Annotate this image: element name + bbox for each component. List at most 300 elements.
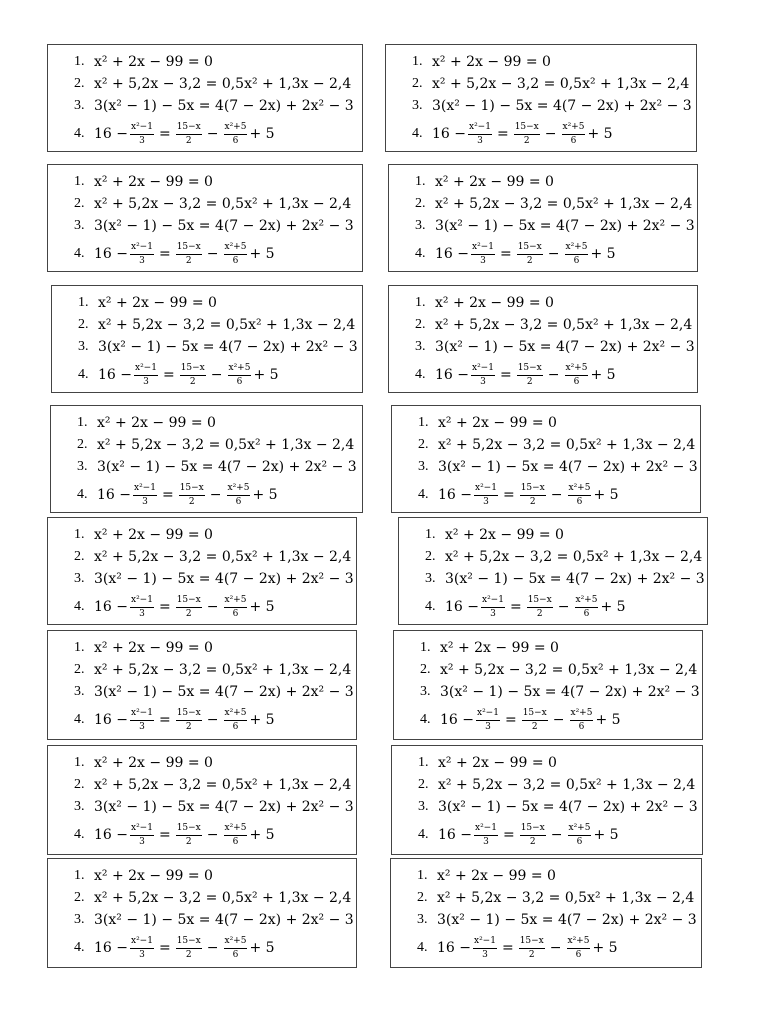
fraction-2-numerator: 15−x xyxy=(520,823,546,836)
equation-1-expression: x² + 2x − 99 = 0 xyxy=(435,295,554,311)
equation-3 xyxy=(74,796,356,818)
equation-3-expression: 3(x² − 1) − 5x = 4(7 − 2x) + 2x² − 3 xyxy=(94,571,354,587)
equation-2-expression: x² + 5,2x − 3,2 = 0,5x² + 1,3x − 2,4 xyxy=(435,317,693,333)
minus-sign: − xyxy=(206,712,219,728)
fraction-1-numerator: x²−1 xyxy=(130,122,154,135)
fraction-1-numerator: x²−1 xyxy=(474,483,498,496)
equation-3-expression: 3(x² − 1) − 5x = 4(7 − 2x) + 2x² − 3 xyxy=(432,98,692,114)
equation-number: 1. xyxy=(77,415,88,430)
fraction-3 xyxy=(224,122,248,147)
fraction-2-denominator: 2 xyxy=(185,255,192,266)
equals-sign: = xyxy=(504,712,517,728)
equation-1-expression: x² + 2x − 99 = 0 xyxy=(438,755,557,771)
equation-3 xyxy=(415,336,697,358)
fraction-1-denominator: 3 xyxy=(477,135,483,146)
fraction-1-denominator: 3 xyxy=(139,608,145,619)
fraction-3-denominator: 6 xyxy=(232,255,239,266)
equation-1 xyxy=(415,292,697,314)
fraction-3-denominator: 6 xyxy=(236,376,243,387)
fraction-3-numerator: x²+5 xyxy=(227,483,251,496)
equation-4-lead: 16 − xyxy=(98,367,132,383)
equation-1-expression: x² + 2x − 99 = 0 xyxy=(94,54,213,70)
equation-4-tail: + 5 xyxy=(600,599,626,615)
equation-card xyxy=(388,285,698,393)
fraction-3-denominator: 6 xyxy=(232,836,239,847)
equation-number: 2. xyxy=(418,777,429,792)
equation-number: 2. xyxy=(74,196,85,211)
equation-number: 4. xyxy=(418,487,429,502)
fraction-3-numerator: x²+5 xyxy=(575,595,599,608)
minus-sign: − xyxy=(547,246,560,262)
equation-4 xyxy=(418,819,702,851)
equation-4 xyxy=(425,591,707,623)
fraction-1 xyxy=(474,483,498,508)
equation-number: 2. xyxy=(74,76,85,91)
equation-number: 4. xyxy=(412,126,423,141)
equation-4 xyxy=(78,359,362,391)
fraction-3-numerator: x²+5 xyxy=(570,708,594,721)
equation-1-expression: x² + 2x − 99 = 0 xyxy=(440,640,559,656)
fraction-1-numerator: x²−1 xyxy=(476,708,500,721)
equation-number: 4. xyxy=(425,599,436,614)
fraction-2-numerator: 15−x xyxy=(520,483,546,496)
fraction-1 xyxy=(473,936,497,961)
equation-3 xyxy=(415,215,697,237)
equation-4 xyxy=(74,704,356,736)
fraction-2-denominator: 2 xyxy=(189,376,196,387)
equation-number: 2. xyxy=(418,437,429,452)
fraction-2-numerator: 15−x xyxy=(519,936,545,949)
equation-2 xyxy=(425,546,707,568)
fraction-1 xyxy=(130,122,154,147)
equation-1-expression: x² + 2x − 99 = 0 xyxy=(94,755,213,771)
equation-2-expression: x² + 5,2x − 3,2 = 0,5x² + 1,3x − 2,4 xyxy=(97,437,355,453)
fraction-3-numerator: x²+5 xyxy=(567,936,591,949)
equals-sign: = xyxy=(499,246,512,262)
fraction-1 xyxy=(481,595,505,620)
equation-2-expression: x² + 5,2x − 3,2 = 0,5x² + 1,3x − 2,4 xyxy=(437,890,695,906)
equation-2 xyxy=(415,314,697,336)
equation-number: 2. xyxy=(425,549,436,564)
equation-1 xyxy=(425,524,707,546)
equation-number: 4. xyxy=(77,487,88,502)
equation-3-expression: 3(x² − 1) − 5x = 4(7 − 2x) + 2x² − 3 xyxy=(438,799,698,815)
equation-3-expression: 3(x² − 1) − 5x = 4(7 − 2x) + 2x² − 3 xyxy=(445,571,705,587)
equation-4-lead: 16 − xyxy=(435,367,469,383)
fraction-1-numerator: x²−1 xyxy=(468,122,492,135)
equation-card xyxy=(47,44,363,152)
equation-card xyxy=(47,517,357,625)
equation-2-expression: x² + 5,2x − 3,2 = 0,5x² + 1,3x − 2,4 xyxy=(445,549,703,565)
equation-card xyxy=(47,858,357,968)
fraction-1-denominator: 3 xyxy=(490,608,496,619)
equation-number: 3. xyxy=(77,459,88,474)
equation-card xyxy=(391,745,703,855)
equation-3 xyxy=(74,909,356,931)
fraction-1-numerator: x²−1 xyxy=(134,363,158,376)
fraction-2-denominator: 2 xyxy=(531,721,538,732)
fraction-3 xyxy=(565,242,589,267)
fraction-1-denominator: 3 xyxy=(485,721,491,732)
fraction-3-denominator: 6 xyxy=(583,608,590,619)
minus-sign: − xyxy=(206,827,219,843)
equation-1 xyxy=(74,752,356,774)
equation-4-lead: 16 − xyxy=(94,940,128,956)
equation-number: 4. xyxy=(74,712,85,727)
fraction-3-numerator: x²+5 xyxy=(568,483,592,496)
equation-4 xyxy=(77,479,362,511)
equation-number: 3. xyxy=(74,912,85,927)
equation-2-expression: x² + 5,2x − 3,2 = 0,5x² + 1,3x − 2,4 xyxy=(94,662,352,678)
equation-4 xyxy=(420,704,702,736)
equation-3 xyxy=(77,456,362,478)
equation-number: 4. xyxy=(420,712,431,727)
equation-4 xyxy=(74,238,362,270)
equation-card xyxy=(393,630,703,740)
equation-card xyxy=(391,405,701,513)
fraction-1-denominator: 3 xyxy=(139,836,145,847)
fraction-3 xyxy=(568,823,592,848)
fraction-3-denominator: 6 xyxy=(578,721,585,732)
equation-number: 1. xyxy=(425,527,436,542)
equation-number: 2. xyxy=(415,317,426,332)
equation-2 xyxy=(420,659,702,681)
fraction-1 xyxy=(471,242,495,267)
equation-number: 3. xyxy=(74,571,85,586)
equation-4-tail: + 5 xyxy=(249,246,275,262)
equation-1 xyxy=(77,412,362,434)
equation-2-expression: x² + 5,2x − 3,2 = 0,5x² + 1,3x − 2,4 xyxy=(94,890,352,906)
equals-sign: = xyxy=(162,367,175,383)
fraction-1 xyxy=(130,595,154,620)
equation-3-expression: 3(x² − 1) − 5x = 4(7 − 2x) + 2x² − 3 xyxy=(94,98,354,114)
equation-4-lead: 16 − xyxy=(437,940,471,956)
fraction-2 xyxy=(527,595,553,620)
equals-sign: = xyxy=(499,367,512,383)
fraction-2-denominator: 2 xyxy=(526,255,533,266)
equals-sign: = xyxy=(501,940,514,956)
equation-4-lead: 16 − xyxy=(94,126,128,142)
fraction-2-numerator: 15−x xyxy=(176,242,202,255)
fraction-1-denominator: 3 xyxy=(139,135,145,146)
equation-4 xyxy=(74,118,362,150)
equation-2 xyxy=(415,193,697,215)
fraction-3 xyxy=(565,363,589,388)
fraction-3-denominator: 6 xyxy=(573,255,580,266)
equation-4-lead: 16 − xyxy=(445,599,479,615)
fraction-3-denominator: 6 xyxy=(576,836,583,847)
equation-card xyxy=(388,164,698,272)
fraction-2-denominator: 2 xyxy=(185,608,192,619)
fraction-1-numerator: x²−1 xyxy=(471,363,495,376)
equation-4 xyxy=(415,238,697,270)
equation-1-expression: x² + 2x − 99 = 0 xyxy=(432,54,551,70)
fraction-1-denominator: 3 xyxy=(139,721,145,732)
fraction-1 xyxy=(133,483,157,508)
fraction-2 xyxy=(517,363,543,388)
equation-number: 3. xyxy=(74,799,85,814)
equation-number: 4. xyxy=(415,246,426,261)
equation-number: 3. xyxy=(417,912,428,927)
equals-sign: = xyxy=(496,126,509,142)
equation-4-tail: + 5 xyxy=(590,246,616,262)
equation-3-expression: 3(x² − 1) − 5x = 4(7 − 2x) + 2x² − 3 xyxy=(94,912,354,928)
equation-4-lead: 16 − xyxy=(97,487,131,503)
equation-4-tail: + 5 xyxy=(590,367,616,383)
equation-2 xyxy=(78,314,362,336)
equation-1-expression: x² + 2x − 99 = 0 xyxy=(94,527,213,543)
fraction-1-denominator: 3 xyxy=(480,255,486,266)
equation-number: 3. xyxy=(78,339,89,354)
equation-number: 4. xyxy=(74,246,85,261)
fraction-3 xyxy=(570,708,594,733)
fraction-2-numerator: 15−x xyxy=(176,708,202,721)
equation-number: 1. xyxy=(418,415,429,430)
fraction-3-numerator: x²+5 xyxy=(565,242,589,255)
equation-3 xyxy=(412,95,696,117)
fraction-3-numerator: x²+5 xyxy=(565,363,589,376)
fraction-1-numerator: x²−1 xyxy=(130,595,154,608)
fraction-2-denominator: 2 xyxy=(529,836,536,847)
fraction-2 xyxy=(176,823,202,848)
fraction-1-numerator: x²−1 xyxy=(130,936,154,949)
fraction-1-denominator: 3 xyxy=(143,376,149,387)
equation-number: 1. xyxy=(78,295,89,310)
equation-number: 4. xyxy=(74,827,85,842)
fraction-1-numerator: x²−1 xyxy=(130,823,154,836)
equation-4-lead: 16 − xyxy=(432,126,466,142)
equation-4 xyxy=(74,591,356,623)
fraction-1-denominator: 3 xyxy=(482,949,488,960)
equation-number: 3. xyxy=(74,684,85,699)
equation-number: 3. xyxy=(425,571,436,586)
equation-1-expression: x² + 2x − 99 = 0 xyxy=(435,174,554,190)
fraction-1 xyxy=(130,936,154,961)
equation-number: 2. xyxy=(78,317,89,332)
fraction-2 xyxy=(176,122,202,147)
minus-sign: − xyxy=(547,367,560,383)
equation-number: 3. xyxy=(74,98,85,113)
equation-1 xyxy=(74,637,356,659)
equation-number: 1. xyxy=(418,755,429,770)
equation-card xyxy=(390,858,702,968)
equation-number: 3. xyxy=(418,799,429,814)
minus-sign: − xyxy=(210,367,223,383)
equation-3-expression: 3(x² − 1) − 5x = 4(7 − 2x) + 2x² − 3 xyxy=(97,459,357,475)
fraction-1-denominator: 3 xyxy=(139,949,145,960)
equation-4-lead: 16 − xyxy=(94,246,128,262)
fraction-3-numerator: x²+5 xyxy=(224,595,248,608)
equation-number: 4. xyxy=(74,599,85,614)
equation-number: 2. xyxy=(417,890,428,905)
fraction-3-denominator: 6 xyxy=(232,608,239,619)
equation-number: 2. xyxy=(74,890,85,905)
fraction-3 xyxy=(224,242,248,267)
equation-2 xyxy=(74,887,356,909)
minus-sign: − xyxy=(206,940,219,956)
fraction-1-denominator: 3 xyxy=(142,496,148,507)
fraction-3-denominator: 6 xyxy=(232,135,239,146)
fraction-2-denominator: 2 xyxy=(529,496,536,507)
fraction-3-numerator: x²+5 xyxy=(224,823,248,836)
equation-2-expression: x² + 5,2x − 3,2 = 0,5x² + 1,3x − 2,4 xyxy=(98,317,356,333)
fraction-2-numerator: 15−x xyxy=(527,595,553,608)
equation-number: 1. xyxy=(412,54,423,69)
fraction-3 xyxy=(567,936,591,961)
equation-1 xyxy=(78,292,362,314)
equals-sign: = xyxy=(158,940,171,956)
equation-2-expression: x² + 5,2x − 3,2 = 0,5x² + 1,3x − 2,4 xyxy=(432,76,690,92)
equation-4-lead: 16 − xyxy=(438,487,472,503)
fraction-2 xyxy=(176,595,202,620)
equation-4-tail: + 5 xyxy=(593,827,619,843)
equation-number: 3. xyxy=(412,98,423,113)
minus-sign: − xyxy=(206,246,219,262)
equation-3 xyxy=(74,568,356,590)
fraction-2 xyxy=(517,242,543,267)
fraction-1 xyxy=(130,708,154,733)
equation-3 xyxy=(78,336,362,358)
fraction-2-numerator: 15−x xyxy=(517,363,543,376)
equation-number: 3. xyxy=(74,218,85,233)
equation-4-tail: + 5 xyxy=(592,940,618,956)
equation-1-expression: x² + 2x − 99 = 0 xyxy=(445,527,564,543)
equation-card xyxy=(47,630,357,740)
fraction-2-numerator: 15−x xyxy=(176,122,202,135)
equation-2 xyxy=(74,774,356,796)
fraction-2-numerator: 15−x xyxy=(176,823,202,836)
equation-card xyxy=(51,285,363,393)
fraction-3-denominator: 6 xyxy=(232,721,239,732)
equation-1 xyxy=(420,637,702,659)
fraction-2 xyxy=(520,823,546,848)
equation-4 xyxy=(418,479,700,511)
fraction-1 xyxy=(476,708,500,733)
fraction-2-denominator: 2 xyxy=(188,496,195,507)
fraction-2 xyxy=(176,708,202,733)
equation-3-expression: 3(x² − 1) − 5x = 4(7 − 2x) + 2x² − 3 xyxy=(94,799,354,815)
fraction-2 xyxy=(522,708,548,733)
equation-number: 3. xyxy=(418,459,429,474)
equation-2-expression: x² + 5,2x − 3,2 = 0,5x² + 1,3x − 2,4 xyxy=(440,662,698,678)
equation-4-tail: + 5 xyxy=(249,712,275,728)
fraction-2-numerator: 15−x xyxy=(514,122,540,135)
fraction-2-numerator: 15−x xyxy=(522,708,548,721)
equation-number: 1. xyxy=(74,527,85,542)
equation-4-tail: + 5 xyxy=(252,487,278,503)
fraction-2-numerator: 15−x xyxy=(180,363,206,376)
equals-sign: = xyxy=(502,827,515,843)
equation-number: 4. xyxy=(415,367,426,382)
fraction-1-denominator: 3 xyxy=(139,255,145,266)
fraction-3-numerator: x²+5 xyxy=(224,122,248,135)
fraction-1-numerator: x²−1 xyxy=(481,595,505,608)
equation-2-expression: x² + 5,2x − 3,2 = 0,5x² + 1,3x − 2,4 xyxy=(438,777,696,793)
equation-number: 3. xyxy=(420,684,431,699)
equation-number: 4. xyxy=(78,367,89,382)
fraction-1 xyxy=(474,823,498,848)
equation-number: 3. xyxy=(415,218,426,233)
fraction-2-numerator: 15−x xyxy=(517,242,543,255)
equals-sign: = xyxy=(502,487,515,503)
fraction-2-denominator: 2 xyxy=(536,608,543,619)
equation-1 xyxy=(417,865,701,887)
equation-1 xyxy=(74,524,356,546)
fraction-2 xyxy=(176,242,202,267)
equation-card xyxy=(385,44,697,152)
equation-1-expression: x² + 2x − 99 = 0 xyxy=(97,415,216,431)
equation-4-tail: + 5 xyxy=(249,827,275,843)
equation-1-expression: x² + 2x − 99 = 0 xyxy=(94,174,213,190)
equals-sign: = xyxy=(158,712,171,728)
minus-sign: − xyxy=(209,487,222,503)
equals-sign: = xyxy=(509,599,522,615)
equation-3-expression: 3(x² − 1) − 5x = 4(7 − 2x) + 2x² − 3 xyxy=(94,684,354,700)
equation-2-expression: x² + 5,2x − 3,2 = 0,5x² + 1,3x − 2,4 xyxy=(94,549,352,565)
fraction-1 xyxy=(130,823,154,848)
equation-4-lead: 16 − xyxy=(94,599,128,615)
fraction-2 xyxy=(520,483,546,508)
equation-1-expression: x² + 2x − 99 = 0 xyxy=(98,295,217,311)
equation-number: 1. xyxy=(417,868,428,883)
fraction-3-denominator: 6 xyxy=(570,135,577,146)
equation-2 xyxy=(74,73,362,95)
fraction-1-numerator: x²−1 xyxy=(474,823,498,836)
fraction-3 xyxy=(224,936,248,961)
fraction-1-numerator: x²−1 xyxy=(473,936,497,949)
equation-2 xyxy=(77,434,362,456)
fraction-2-denominator: 2 xyxy=(185,949,192,960)
equation-3 xyxy=(74,215,362,237)
equation-4 xyxy=(74,932,356,964)
fraction-3 xyxy=(227,483,251,508)
equation-4-lead: 16 − xyxy=(435,246,469,262)
equation-3-expression: 3(x² − 1) − 5x = 4(7 − 2x) + 2x² − 3 xyxy=(437,912,697,928)
fraction-1-denominator: 3 xyxy=(480,376,486,387)
equation-number: 2. xyxy=(74,549,85,564)
equation-3 xyxy=(74,95,362,117)
equation-number: 2. xyxy=(415,196,426,211)
equation-number: 4. xyxy=(74,940,85,955)
equation-1-expression: x² + 2x − 99 = 0 xyxy=(94,640,213,656)
equation-4 xyxy=(412,118,696,150)
equation-card xyxy=(50,405,363,513)
equation-1-expression: x² + 2x − 99 = 0 xyxy=(438,415,557,431)
equation-card xyxy=(398,517,708,625)
fraction-2-denominator: 2 xyxy=(523,135,530,146)
equation-3 xyxy=(417,909,701,931)
fraction-1-numerator: x²−1 xyxy=(471,242,495,255)
equals-sign: = xyxy=(158,246,171,262)
equation-1 xyxy=(412,51,696,73)
fraction-1 xyxy=(471,363,495,388)
equation-card xyxy=(47,745,357,855)
equation-4-tail: + 5 xyxy=(249,599,275,615)
equation-number: 1. xyxy=(74,54,85,69)
fraction-3-numerator: x²+5 xyxy=(224,242,248,255)
equation-4-lead: 16 − xyxy=(94,827,128,843)
equals-sign: = xyxy=(158,827,171,843)
equation-3 xyxy=(420,681,702,703)
equation-4-lead: 16 − xyxy=(438,827,472,843)
equation-4 xyxy=(74,819,356,851)
equation-number: 2. xyxy=(77,437,88,452)
fraction-2 xyxy=(176,936,202,961)
equation-4-lead: 16 − xyxy=(94,712,128,728)
equation-number: 1. xyxy=(415,295,426,310)
equation-4-tail: + 5 xyxy=(249,940,275,956)
minus-sign: − xyxy=(552,712,565,728)
